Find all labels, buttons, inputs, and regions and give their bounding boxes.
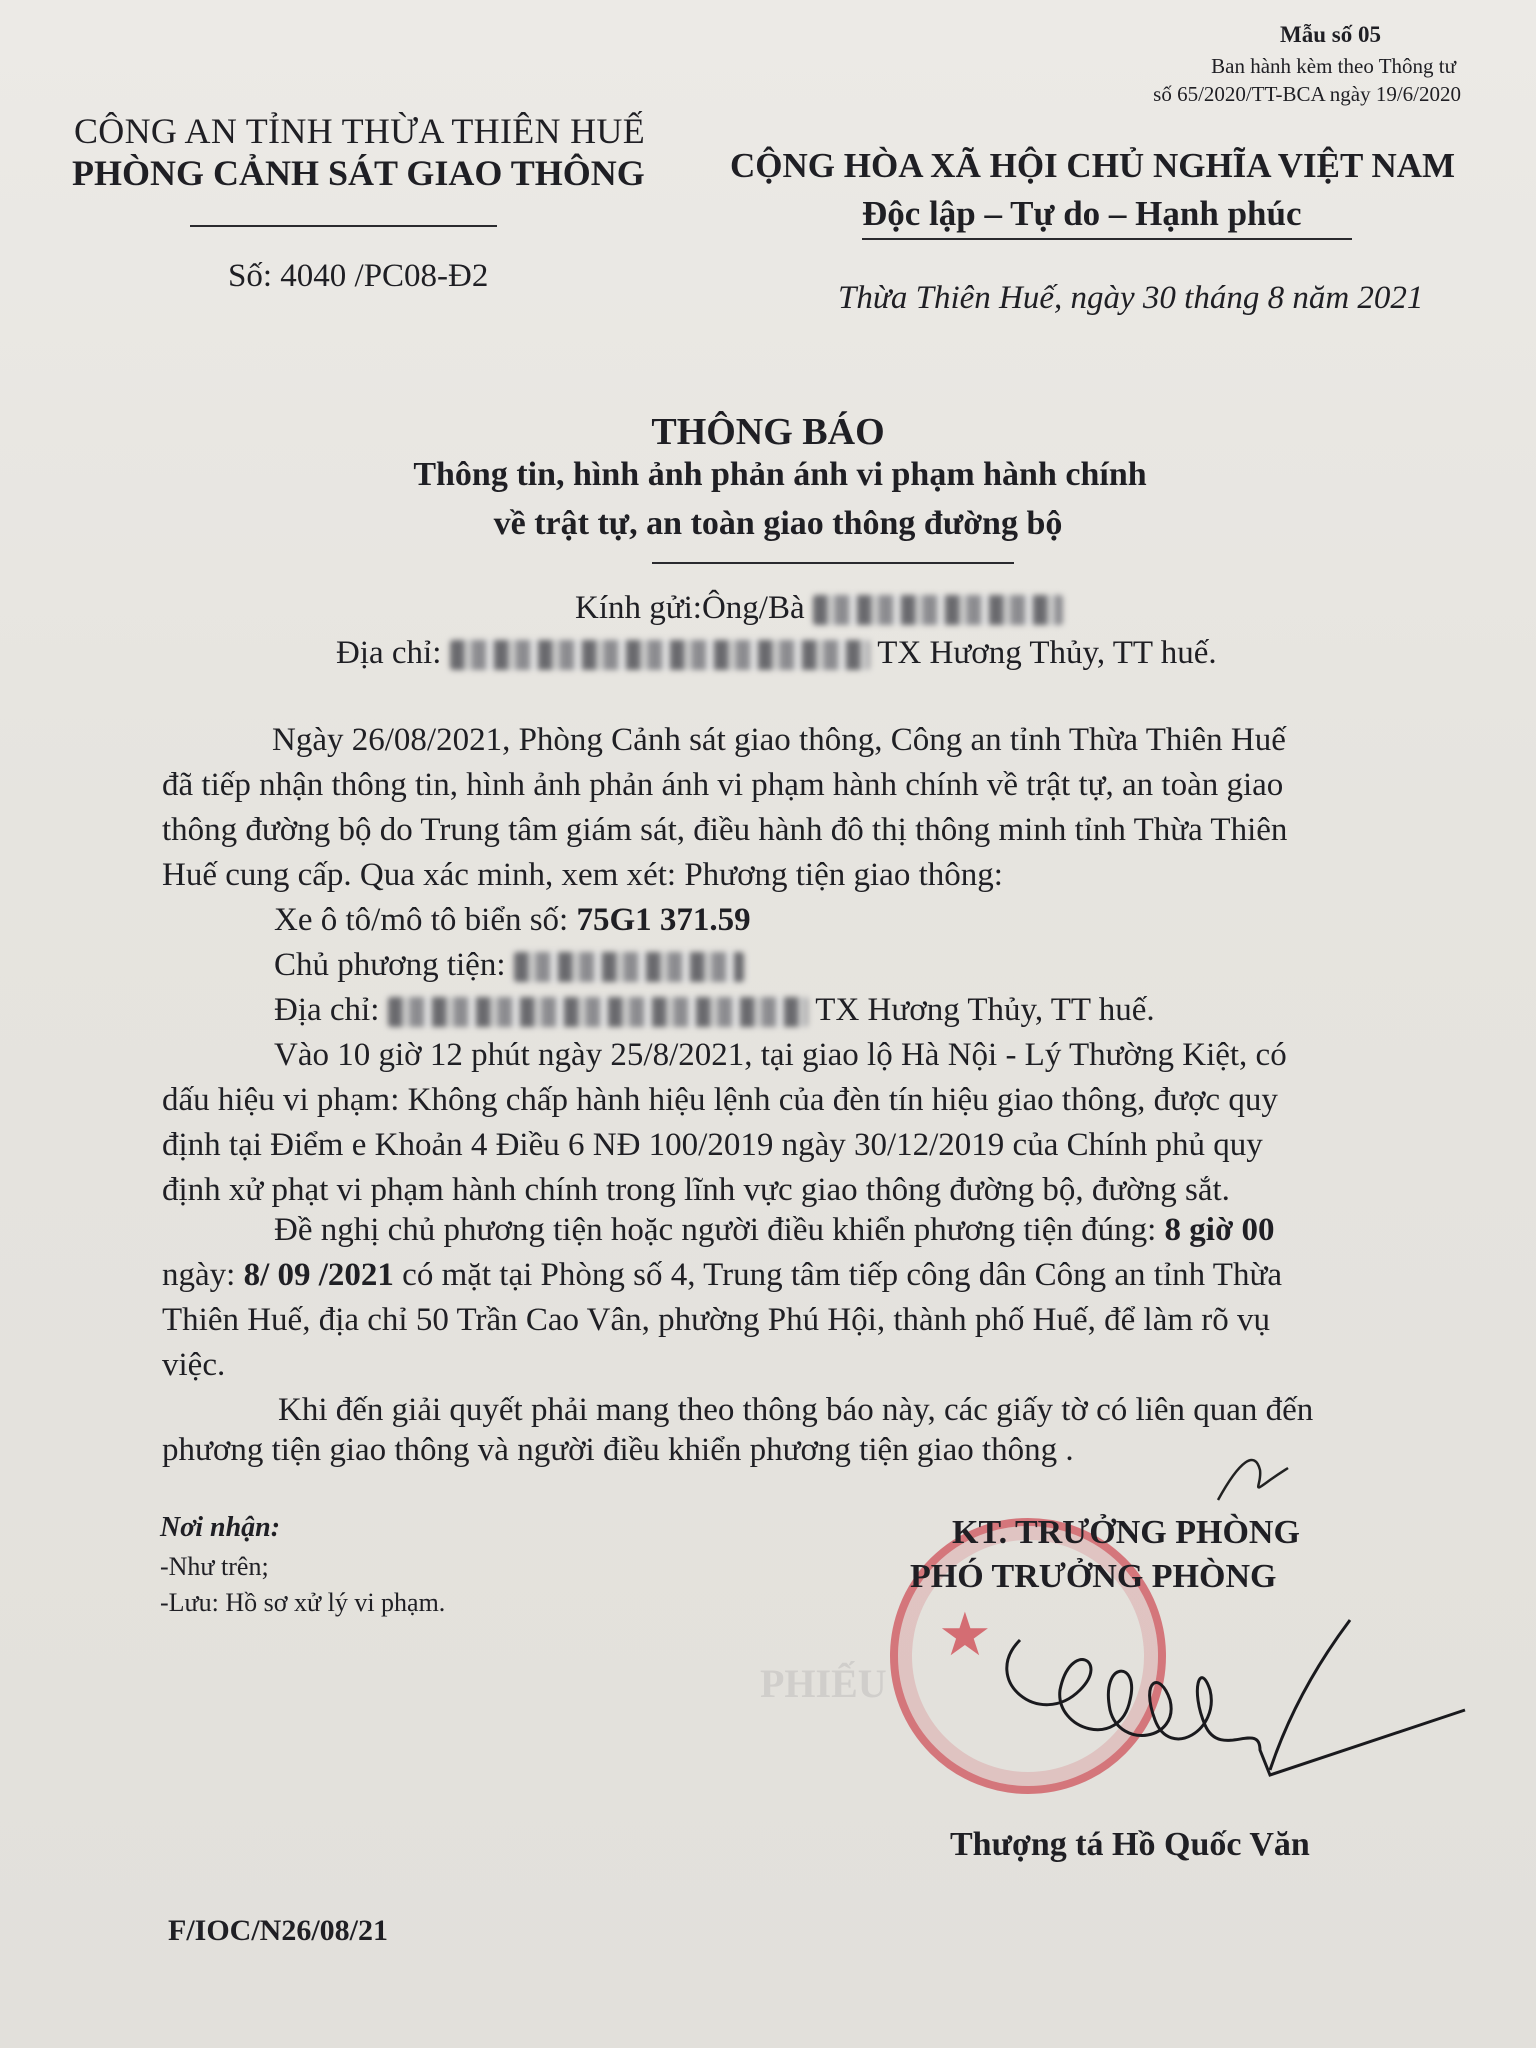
para3-line4: việc. — [162, 1347, 226, 1383]
para3-line1 — [274, 1212, 1275, 1249]
para4-line1: Khi đến giải quyết phải mang theo thông báo này, các giấy tờ có liên quan đến — [278, 1392, 1314, 1428]
redacted-owner — [514, 952, 744, 982]
vehicle-label: Xe ô tô/mô tô biển số: — [274, 902, 577, 938]
signer-name: Thượng tá Hồ Quốc Văn — [950, 1826, 1310, 1863]
document-subtitle-line2: về trật tự, an toàn giao thông đường bộ — [493, 505, 1063, 542]
owner-address-visible: TX Hương Thủy, TT huế. — [815, 992, 1155, 1028]
greeting-line — [575, 590, 1063, 627]
para3-line2-label: ngày: — [162, 1257, 244, 1293]
title-underline — [652, 562, 1014, 564]
para2-line2: dấu hiệu vi phạm: Không chấp hành hiệu lệnh của đèn tín hiệu giao thông, được quy — [162, 1082, 1278, 1118]
address-label: Địa chỉ: — [336, 635, 442, 671]
para3-line2-text: có mặt tại Phòng số 4, Trung tâm tiếp công dân Công an tỉnh Thừa — [393, 1257, 1282, 1293]
para2-line1: Vào 10 giờ 12 phút ngày 25/8/2021, tại giao lộ Hà Nội - Lý Thường Kiệt, có — [274, 1037, 1287, 1073]
para2-line3: định tại Điểm e Khoản 4 Điều 6 NĐ 100/2019 ngày 30/12/2019 của Chính phủ quy — [162, 1127, 1263, 1163]
agency-underline — [190, 225, 497, 227]
signature-role-line1: KT. TRƯỞNG PHÒNG — [952, 1514, 1300, 1551]
appointment-date: 8/ 09 /2021 — [243, 1257, 394, 1293]
document-number: Số: 4040 /PC08-Đ2 — [228, 258, 489, 294]
recipient-item-2: -Lưu: Hồ sơ xử lý vi phạm. — [160, 1588, 446, 1617]
para1-line2: đã tiếp nhận thông tin, hình ảnh phản ánh vi phạm hành chính về trật tự, an toàn giao — [162, 767, 1284, 803]
para4-line2: phương tiện giao thông và người điều khiển phương tiện giao thông . — [162, 1432, 1074, 1468]
place-and-date: Thừa Thiên Huế, ngày 30 tháng 8 năm 2021 — [838, 280, 1424, 316]
appointment-time: 8 giờ 00 — [1164, 1212, 1275, 1248]
para3-line2 — [162, 1257, 1282, 1294]
initials-mark — [1210, 1440, 1290, 1510]
recipient-address-line — [336, 635, 1217, 672]
document-title: THÔNG BÁO — [651, 411, 885, 453]
owner-label: Chủ phương tiện: — [274, 947, 506, 983]
bleed-through-text: PHIẾU — [760, 1661, 887, 1706]
owner-line — [274, 947, 744, 984]
para3-line1-text: Đề nghị chủ phương tiện hoặc người điều khiển phương tiện đúng: — [274, 1212, 1165, 1248]
vehicle-line — [274, 902, 751, 939]
national-motto: Độc lập – Tự do – Hạnh phúc — [862, 194, 1302, 233]
owner-address-line — [274, 992, 1155, 1029]
para3-line3: Thiên Huế, địa chỉ 50 Trần Cao Vân, phường Phú Hội, thành phố Huế, để làm rõ vụ — [162, 1302, 1271, 1338]
redacted-name — [813, 595, 1063, 625]
para1-line1: Ngày 26/08/2021, Phòng Cảnh sát giao thông, Công an tỉnh Thừa Thiên Huế — [272, 722, 1286, 758]
motto-underline — [862, 238, 1352, 240]
redacted-address — [450, 640, 870, 670]
para1-line4: Huế cung cấp. Qua xác minh, xem xét: Phương tiện giao thông: — [162, 857, 1003, 893]
handwritten-signature — [960, 1600, 1480, 1800]
greeting-label: Kính gửi:Ông/Bà — [575, 590, 805, 626]
agency-parent: CÔNG AN TỈNH THỪA THIÊN HUẾ — [74, 111, 646, 151]
recipient-item-1: -Như trên; — [160, 1552, 269, 1581]
form-reference-line1: Ban hành kèm theo Thông tư — [1211, 54, 1456, 78]
seal-star-icon: ★ — [938, 1600, 992, 1670]
para2-line4: định xử phạt vi phạm hành chính trong lĩnh vực giao thông đường bộ, đường sắt. — [162, 1172, 1230, 1208]
national-title: CỘNG HÒA XÃ HỘI CHỦ NGHĨA VIỆT NAM — [730, 146, 1456, 185]
signature-role-line2: PHÓ TRƯỞNG PHÒNG — [910, 1558, 1277, 1595]
recipients-title: Nơi nhận: — [160, 1512, 281, 1543]
redacted-owner-address — [388, 997, 808, 1027]
vehicle-plate: 75G1 371.59 — [576, 902, 751, 938]
form-code: Mẫu số 05 — [1280, 22, 1381, 47]
form-reference-line2: số 65/2020/TT-BCA ngày 19/6/2020 — [1153, 82, 1461, 106]
document-subtitle-line1: Thông tin, hình ảnh phản ánh vi phạm hành chính — [413, 456, 1147, 493]
para1-line3: thông đường bộ do Trung tâm giám sát, điều hành đô thị thông minh tỉnh Thừa Thiên — [162, 812, 1288, 848]
owner-address-label: Địa chỉ: — [274, 992, 380, 1028]
address-visible: TX Hương Thủy, TT huế. — [877, 635, 1217, 671]
footer-code: F/IOC/N26/08/21 — [168, 1914, 389, 1947]
agency-name: PHÒNG CẢNH SÁT GIAO THÔNG — [72, 153, 645, 193]
